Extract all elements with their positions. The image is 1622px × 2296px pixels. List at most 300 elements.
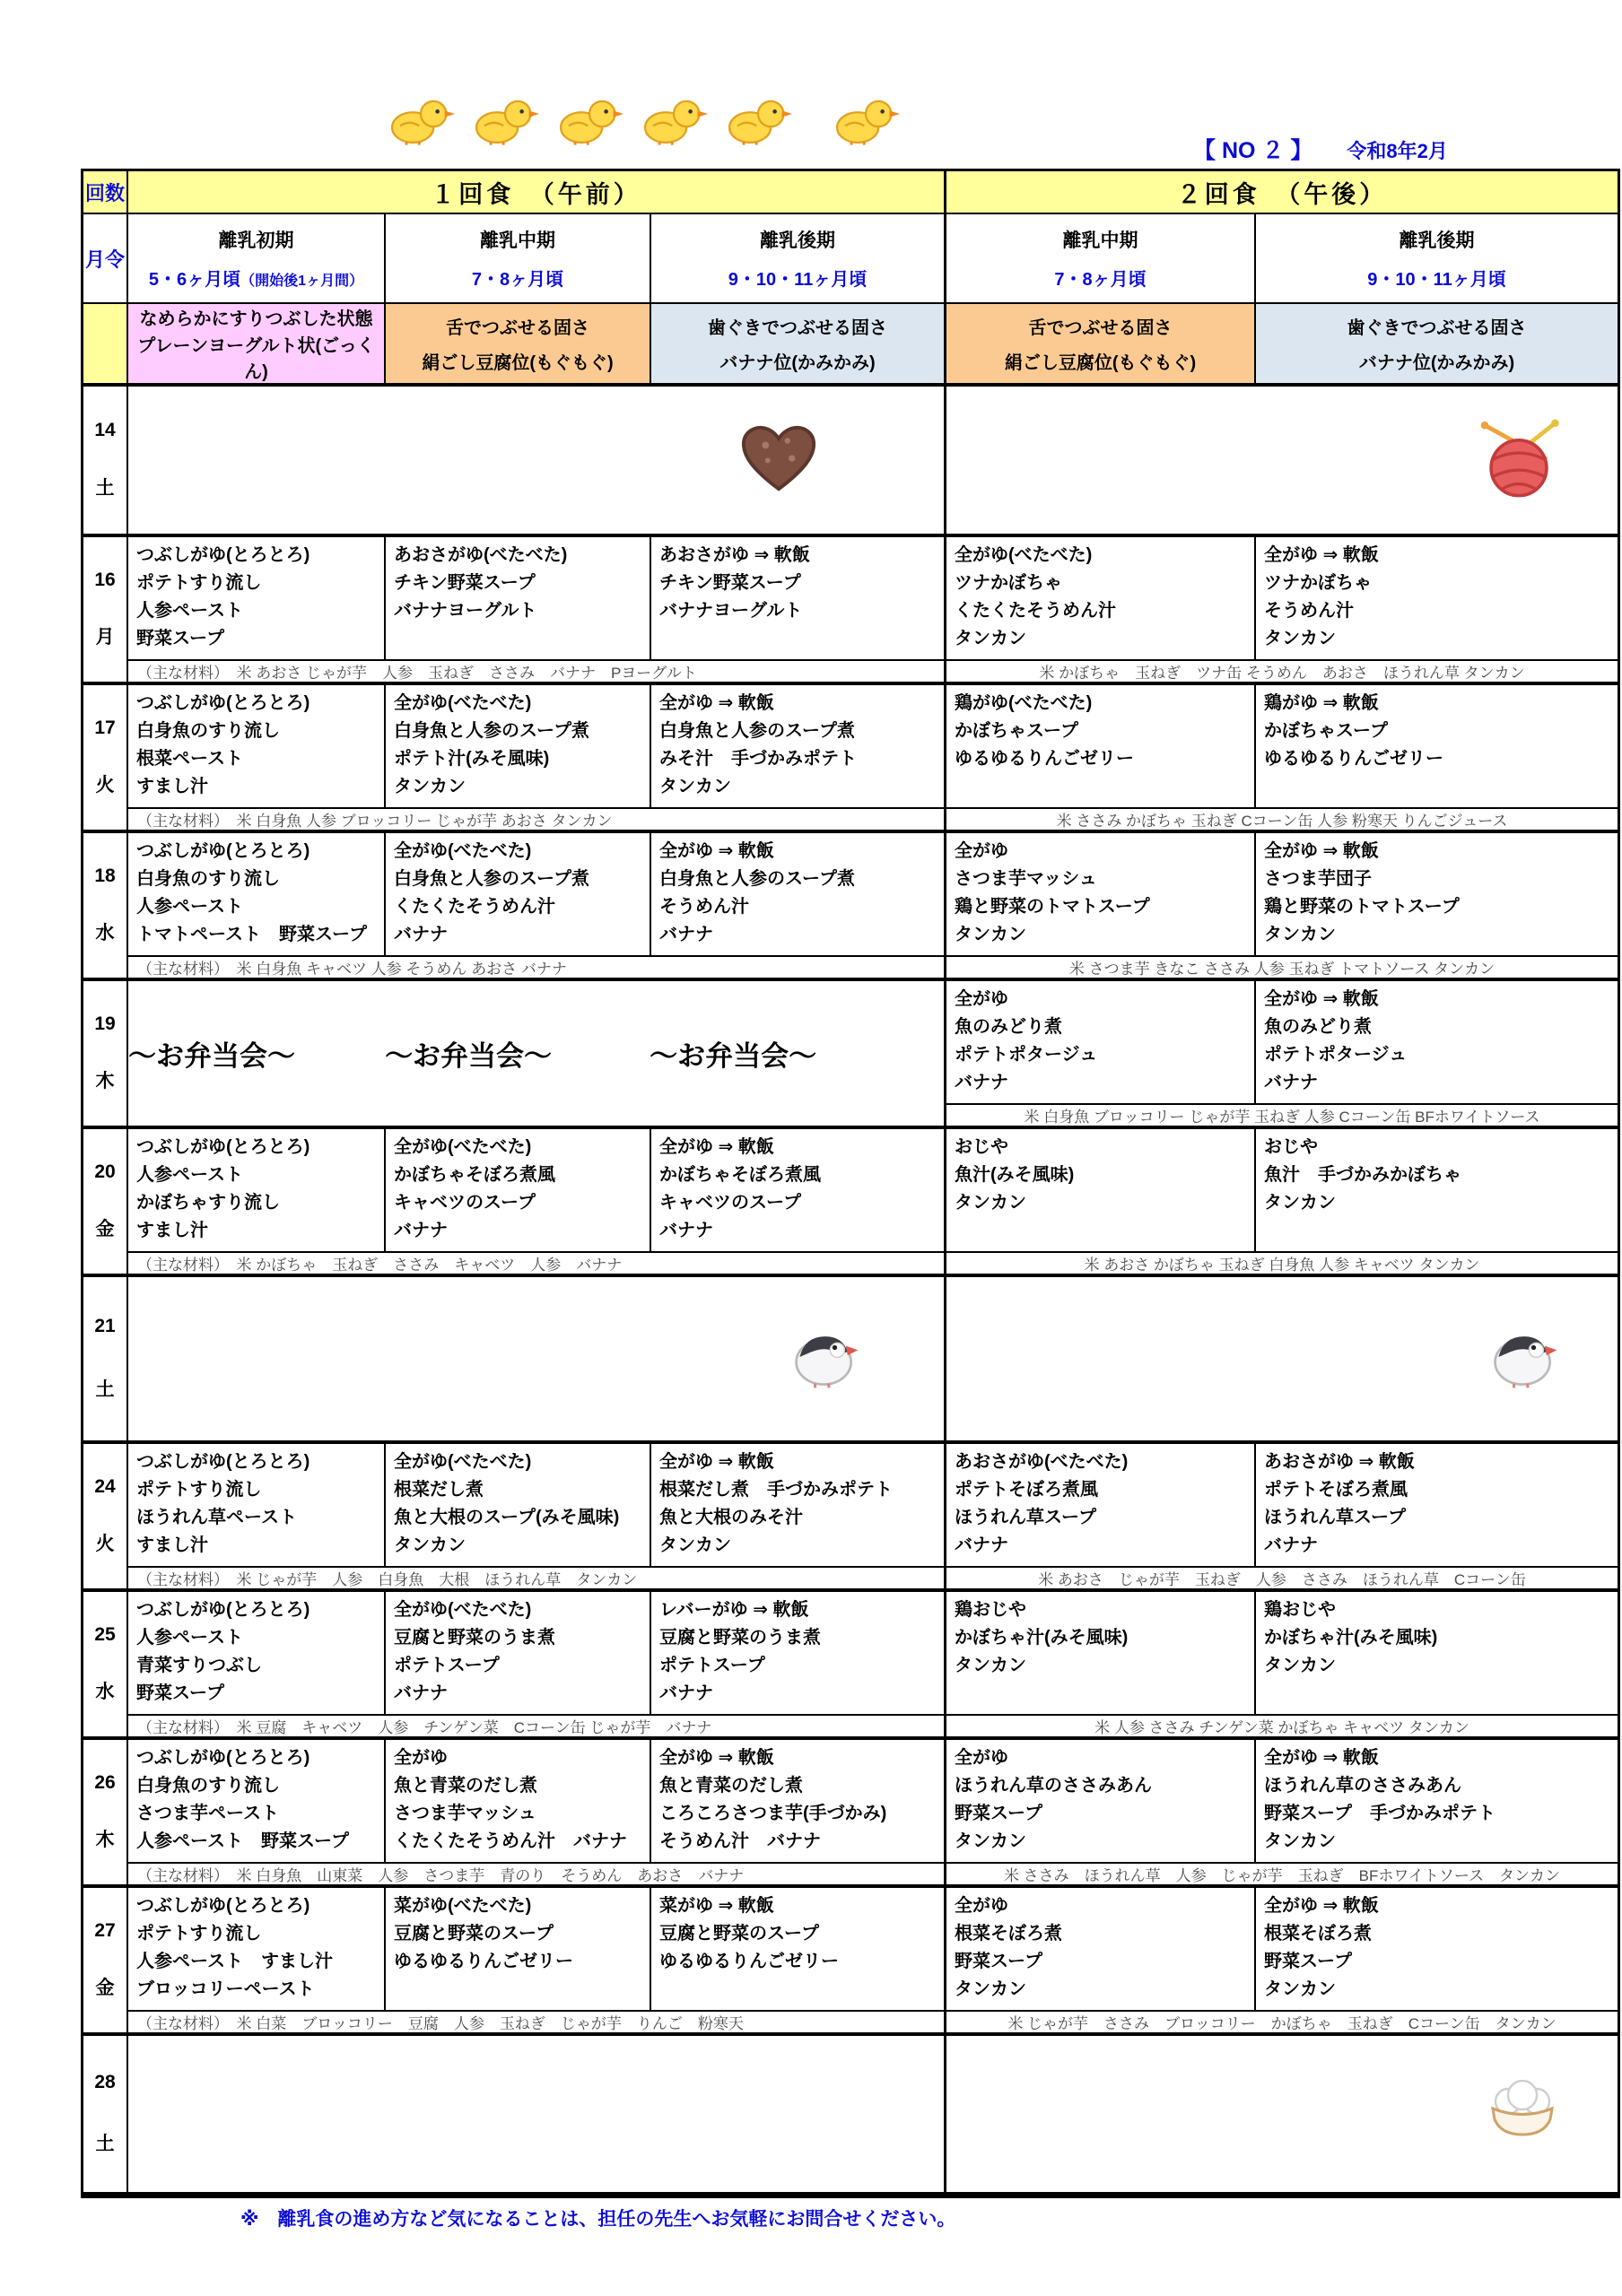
menu-item: 全がゆ xyxy=(955,989,1008,1009)
menu-cell xyxy=(386,537,651,661)
materials-am: （主な材料） 米 豆腐 キャベツ 人参 チンゲン菜 Cコーン缶 じゃが芋 バナナ xyxy=(128,1716,946,1740)
day-cell xyxy=(83,1592,128,1740)
menu-item: あおさがゆ(べたべた) xyxy=(394,545,568,565)
texture-example: 絹ごし豆腐位(もぐもぐ) xyxy=(1004,353,1197,373)
bento-event-cell xyxy=(128,981,946,1129)
menu-item: 全がゆ ⇒ 軟飯 xyxy=(659,1137,774,1157)
menu-item: つぶしがゆ(とろとろ) xyxy=(136,1600,310,1620)
chicks-icon xyxy=(386,97,901,150)
stage-months xyxy=(728,265,868,291)
menu-item: タンカン xyxy=(955,1193,1026,1213)
menu-item: ツナかぼちゃ xyxy=(1264,573,1372,593)
menu-item: 根菜そぼろ煮 xyxy=(955,1924,1062,1944)
menu-cell xyxy=(386,1740,651,1864)
day-cell xyxy=(83,2036,128,2196)
day-cell xyxy=(83,833,128,981)
texture-example: プレーンヨーグルト状(ごっくん) xyxy=(137,335,375,382)
menu-cell xyxy=(1256,1888,1618,2012)
menu-item: 鶏おじや xyxy=(955,1600,1026,1620)
menu-item: タンカン xyxy=(659,777,731,796)
menu-item: 人参ペースト xyxy=(136,1165,243,1185)
menu-item: 菜がゆ(べたべた) xyxy=(394,1896,532,1916)
day-cell xyxy=(83,1740,128,1888)
materials-am: （主な材料） 米 白身魚 キャベツ 人参 そうめん あおさ バナナ xyxy=(128,957,946,981)
menu-cell xyxy=(946,1444,1256,1568)
day-cell xyxy=(83,1129,128,1277)
menu-item: 白身魚のすり流し xyxy=(136,869,280,889)
menu-cell xyxy=(1256,685,1618,809)
menu-item: タンカン xyxy=(955,1831,1026,1851)
materials-am: （主な材料） 米 白身魚 山東菜 人参 さつま芋 青のり そうめん あおさ バナナ xyxy=(128,1864,946,1888)
menu-item: バナナ xyxy=(394,1221,448,1240)
menu-item: おじや xyxy=(955,1137,1008,1157)
menu-item: バナナ xyxy=(1264,1535,1318,1555)
menu-item: さつま芋マッシュ xyxy=(394,1804,536,1823)
menu-item: キャベツのスープ xyxy=(394,1193,536,1213)
day-number: 16 xyxy=(94,569,116,590)
menu-item: ポテト汁(みそ風味) xyxy=(394,749,550,769)
day-weekday: 水 xyxy=(95,923,115,944)
menu-item: 鶏と野菜のトマトスープ xyxy=(1264,897,1460,917)
menu-item: 根菜ペースト xyxy=(136,749,243,769)
day-weekday: 月 xyxy=(95,627,115,648)
menu-item: タンカン xyxy=(955,1656,1026,1675)
footer-note: ※ 離乳食の進め方など気になることは、担任の先生へお気軽にお問合せください。 xyxy=(240,2209,956,2230)
menu-cell xyxy=(128,685,386,809)
menu-item: 野菜スープ xyxy=(136,1683,224,1703)
menu-item: すまし汁 xyxy=(136,1221,208,1240)
day-number: 14 xyxy=(94,419,116,440)
texture-cell xyxy=(128,304,386,387)
menu-item: ポテトすり流し xyxy=(136,1480,262,1500)
menu-item: 魚のみどり煮 xyxy=(1264,1017,1372,1037)
menu-item: タンカン xyxy=(394,777,466,796)
day-number: 21 xyxy=(94,1315,116,1336)
menu-item: ポテトそぼろ煮風 xyxy=(955,1480,1098,1500)
decoration-cell-am xyxy=(128,387,946,537)
menu-item: 全がゆ(べたべた) xyxy=(394,1600,532,1620)
day-cell xyxy=(83,537,128,685)
day-weekday: 木 xyxy=(95,1071,115,1092)
stage-name: 離乳中期 xyxy=(480,230,555,251)
texture-firmness: なめらかにすりつぶした状態 xyxy=(139,309,373,330)
menu-item: すまし汁 xyxy=(136,777,208,796)
menu-cell xyxy=(651,1888,946,2012)
menu-item: ゆるゆるりんごゼリー xyxy=(659,1952,839,1971)
menu-cell xyxy=(386,1888,651,2012)
menu-item: タンカン xyxy=(955,629,1026,648)
menu-item: 菜がゆ ⇒ 軟飯 xyxy=(659,1896,774,1916)
menu-item: タンカン xyxy=(1264,1831,1336,1851)
menu-cell xyxy=(651,1444,946,1568)
menu-item: 白身魚のすり流し xyxy=(136,721,280,741)
day-cell xyxy=(83,1888,128,2036)
header-kaisu: 回数 xyxy=(83,171,128,214)
menu-item: さつま芋ペースト xyxy=(136,1804,279,1823)
menu-item: トマトペースト 野菜スープ xyxy=(136,925,367,944)
menu-item: かぼちゃスープ xyxy=(1264,721,1388,741)
materials-pm: 米 じゃが芋 ささみ ブロッコリー かぼちゃ 玉ねぎ Cコーン缶 タンカン xyxy=(946,2012,1618,2036)
menu-item: 人参ペースト xyxy=(136,601,243,621)
texture-row-spacer xyxy=(83,304,128,387)
day-number: 24 xyxy=(94,1475,116,1497)
menu-item: 野菜スープ xyxy=(955,1952,1042,1971)
menu-item: 豆腐と野菜のスープ xyxy=(659,1924,819,1944)
stage-name: 離乳後期 xyxy=(1399,230,1475,251)
stage-months-text: 9・10・11ヶ月頃 xyxy=(728,270,868,290)
menu-item: 魚と大根のみそ汁 xyxy=(659,1508,803,1527)
menu-cell xyxy=(386,1592,651,1716)
texture-cell xyxy=(946,304,1256,387)
bento-label: 〜お弁当会〜 xyxy=(385,1040,553,1072)
menu-cell xyxy=(651,833,946,957)
menu-item: 鶏がゆ ⇒ 軟飯 xyxy=(1264,693,1379,713)
menu-item: つぶしがゆ(とろとろ) xyxy=(136,841,310,861)
menu-item: ポテトスープ xyxy=(394,1656,500,1675)
menu-cell xyxy=(1256,833,1618,957)
menu-item: 鶏おじや xyxy=(1264,1600,1336,1620)
stage-name: 離乳初期 xyxy=(218,230,294,251)
menu-item: つぶしがゆ(とろとろ) xyxy=(136,1748,310,1768)
texture-cell xyxy=(386,304,651,387)
menu-item: タンカン xyxy=(1264,1979,1336,1999)
bird-icon xyxy=(788,1326,863,1393)
menu-item: ゆるゆるりんごゼリー xyxy=(1264,749,1443,769)
menu-cell xyxy=(1256,1129,1618,1253)
menu-item: キャベツのスープ xyxy=(659,1193,801,1213)
menu-cell xyxy=(1256,1740,1618,1864)
day-weekday: 火 xyxy=(95,775,115,796)
texture-cell xyxy=(651,304,946,387)
menu-item: 白身魚と人参のスープ煮 xyxy=(659,721,855,741)
menu-cell xyxy=(128,1444,386,1568)
texture-cell xyxy=(1256,304,1618,387)
menu-item: ほうれん草ペースト xyxy=(136,1508,297,1527)
menu-cell xyxy=(386,685,651,809)
menu-item: 全がゆ(べたべた) xyxy=(394,1452,532,1472)
menu-item: かぼちゃ汁(みそ風味) xyxy=(1264,1628,1438,1648)
menu-item: バナナ xyxy=(659,1683,713,1703)
menu-item: 全がゆ ⇒ 軟飯 xyxy=(1264,989,1379,1009)
menu-item: 豆腐と野菜のうま煮 xyxy=(394,1628,555,1648)
menu-item: バナナ xyxy=(394,1683,448,1703)
menu-item: そうめん汁 バナナ xyxy=(659,1831,821,1851)
menu-item: 全がゆ ⇒ 軟飯 xyxy=(1264,1896,1379,1916)
menu-item: バナナ xyxy=(955,1073,1008,1092)
day-number: 19 xyxy=(94,1013,116,1034)
yarn-icon xyxy=(1476,419,1562,502)
stage-header xyxy=(946,214,1256,304)
menu-cell xyxy=(946,1129,1256,1253)
materials-pm: 米 かぼちゃ 玉ねぎ ツナ缶 そうめん あおさ ほうれん草 タンカン xyxy=(946,661,1618,685)
menu-item: ポテトスープ xyxy=(659,1656,765,1675)
menu-item: 人参ペースト xyxy=(136,1628,243,1648)
materials-am: （主な材料） 米 じゃが芋 人参 白身魚 大根 ほうれん草 タンカン xyxy=(128,1568,946,1592)
day-weekday: 土 xyxy=(95,478,115,500)
stage-header xyxy=(651,214,946,304)
menu-item: バナナヨーグルト xyxy=(394,601,537,621)
materials-pm: 米 ささみ かぼちゃ 玉ねぎ Cコーン缶 人参 粉寒天 りんごジュース xyxy=(946,809,1618,833)
menu-item: ツナかぼちゃ xyxy=(955,573,1062,593)
menu-item: 根菜だし煮 xyxy=(394,1480,484,1500)
menu-cell xyxy=(946,1592,1256,1716)
menu-cell xyxy=(386,1129,651,1253)
menu-item: 人参ペースト xyxy=(136,897,243,917)
menu-item: バナナ xyxy=(659,925,713,944)
menu-item: 全がゆ(べたべた) xyxy=(394,1137,532,1157)
menu-cell xyxy=(1256,537,1618,661)
texture-example: バナナ位(かみかみ) xyxy=(719,353,876,373)
menu-item: 全がゆ ⇒ 軟飯 xyxy=(659,841,774,861)
menu-item: レバーがゆ ⇒ 軟飯 xyxy=(659,1600,809,1620)
doc-month-label: 令和8年2月 xyxy=(1347,140,1448,162)
menu-item: つぶしがゆ(とろとろ) xyxy=(136,1452,310,1472)
menu-item: つぶしがゆ(とろとろ) xyxy=(136,693,310,713)
menu-item: ポテトすり流し xyxy=(136,1924,262,1944)
day-weekday: 火 xyxy=(95,1534,115,1555)
menu-item: タンカン xyxy=(955,1979,1026,1999)
menu-item: ポテトポタージュ xyxy=(1264,1045,1408,1065)
day-number: 25 xyxy=(94,1623,116,1645)
materials-am: （主な材料） 米 白菜 ブロッコリー 豆腐 人参 玉ねぎ じゃが芋 りんご 粉寒天 xyxy=(128,2012,946,2036)
menu-item: バナナ xyxy=(394,925,448,944)
menu-cell xyxy=(128,833,386,957)
menu-cell xyxy=(128,1888,386,2012)
menu-item: みそ汁 手づかみポテト xyxy=(659,749,857,769)
stage-months-text: 7・8ヶ月頃 xyxy=(471,270,564,290)
menu-item: 野菜スープ xyxy=(1264,1952,1352,1971)
menu-cell xyxy=(946,685,1256,809)
menu-cell xyxy=(946,1888,1256,2012)
menu-item: ころころさつま芋(手づかみ) xyxy=(659,1804,887,1823)
menu-item: 全がゆ ⇒ 軟飯 xyxy=(1264,1748,1379,1768)
day-cell xyxy=(83,685,128,833)
menu-item: くたくたそうめん汁 xyxy=(955,601,1116,621)
day-number: 26 xyxy=(94,1771,116,1793)
texture-firmness: 歯ぐきでつぶせる固さ xyxy=(708,318,887,338)
chick-icon xyxy=(386,97,456,150)
menu-item: つぶしがゆ(とろとろ) xyxy=(136,1137,310,1157)
menu-item: タンカン xyxy=(1264,629,1336,648)
stage-months-note: （開始後1ヶ月間） xyxy=(240,274,364,289)
menu-item: ポテトそぼろ煮風 xyxy=(1264,1480,1408,1500)
menu-item: あおさがゆ(べたべた) xyxy=(955,1452,1129,1472)
menu-item: バナナ xyxy=(659,1221,713,1240)
day-number: 28 xyxy=(94,2072,116,2092)
stage-months xyxy=(472,265,563,291)
menu-item: 豆腐と野菜のうま煮 xyxy=(659,1628,821,1648)
menu-item: チキン野菜スープ xyxy=(394,573,536,593)
menu-item: かぼちゃそぼろ煮風 xyxy=(659,1165,821,1185)
menu-item: かぼちゃすり流し xyxy=(136,1193,280,1213)
materials-pm: 米 ささみ ほうれん草 人参 じゃが芋 玉ねぎ BFホワイトソース タンカン xyxy=(946,1864,1618,1888)
menu-item: 全がゆ xyxy=(955,1748,1008,1768)
stage-header xyxy=(128,214,386,304)
menu-item: かぼちゃスープ xyxy=(955,721,1078,741)
menu-item: さつま芋マッシュ xyxy=(955,869,1097,889)
menu-item: かぼちゃ汁(みそ風味) xyxy=(955,1628,1129,1648)
day-weekday: 土 xyxy=(95,1379,115,1401)
decoration-cell-pm xyxy=(946,1277,1618,1444)
decoration-cell-am xyxy=(128,1277,946,1444)
menu-item: あおさがゆ ⇒ 軟飯 xyxy=(1264,1452,1415,1472)
menu-cell xyxy=(386,833,651,957)
menu-cell xyxy=(128,1592,386,1716)
day-weekday: 土 xyxy=(95,2134,115,2154)
menu-item: ブロッコリーペースト xyxy=(136,1979,315,1999)
menu-item: 野菜スープ xyxy=(136,629,224,648)
menu-item: 全がゆ ⇒ 軟飯 xyxy=(659,1748,774,1768)
menu-item: ポテトポタージュ xyxy=(955,1045,1098,1065)
menu-item: 全がゆ(べたべた) xyxy=(955,545,1093,565)
menu-item: 根菜そぼろ煮 xyxy=(1264,1924,1372,1944)
stage-months-text: 7・8ヶ月頃 xyxy=(1054,270,1147,290)
menu-item: 全がゆ ⇒ 軟飯 xyxy=(659,693,774,713)
day-number: 17 xyxy=(94,717,116,738)
doc-number-label: 【 NO ２ 】 xyxy=(1193,138,1313,163)
stage-months-text: 5・6ヶ月頃 xyxy=(148,270,241,290)
materials-pm: 米 人参 ささみ チンゲン菜 かぼちゃ キャベツ タンカン xyxy=(946,1716,1618,1740)
page-title xyxy=(1193,133,1448,165)
menu-item: タンカン xyxy=(1264,1193,1336,1213)
menu-item: 魚と青菜のだし煮 xyxy=(394,1776,537,1796)
menu-item: 白身魚と人参のスープ煮 xyxy=(659,869,855,889)
menu-item: 全がゆ xyxy=(955,841,1008,861)
menu-item: すまし汁 xyxy=(136,1535,208,1555)
day-cell xyxy=(83,981,128,1129)
day-cell xyxy=(83,1444,128,1592)
menu-item: 魚のみどり煮 xyxy=(955,1017,1062,1037)
menu-item: 魚汁 手づかみかぼちゃ xyxy=(1264,1165,1461,1185)
heart-icon xyxy=(739,422,818,499)
menu-item: 野菜スープ 手づかみポテト xyxy=(1264,1804,1496,1823)
materials-pm: 米 さつま芋 きなこ ささみ 人参 玉ねぎ トマトソース タンカン xyxy=(946,957,1618,981)
menu-item: 魚と青菜のだし煮 xyxy=(659,1776,803,1796)
day-weekday: 水 xyxy=(95,1682,115,1703)
decoration-cell-pm xyxy=(946,2036,1618,2196)
menu-cell xyxy=(946,981,1256,1105)
menu-item: 魚と大根のスープ(みそ風味) xyxy=(394,1508,620,1527)
menu-item: ポテトすり流し xyxy=(136,573,262,593)
chick-icon xyxy=(554,97,624,150)
materials-pm: 米 あおさ じゃが芋 玉ねぎ 人参 ささみ ほうれん草 Cコーン缶 xyxy=(946,1568,1618,1592)
materials-pm: 米 白身魚 ブロッコリー じゃが芋 玉ねぎ 人参 Cコーン缶 BFホワイトソース xyxy=(946,1105,1618,1129)
day-weekday: 金 xyxy=(95,1978,115,1999)
menu-item: つぶしがゆ(とろとろ) xyxy=(136,1896,310,1916)
chick-icon xyxy=(831,97,901,150)
menu-cell xyxy=(1256,981,1618,1105)
day-weekday: 木 xyxy=(95,1830,115,1851)
menu-item: 白身魚と人参のスープ煮 xyxy=(394,869,589,889)
menu-item: くたくたそうめん汁 バナナ xyxy=(394,1831,627,1851)
menu-item: さつま芋団子 xyxy=(1264,869,1372,889)
materials-am: （主な材料） 米 白身魚 人参 ブロッコリー じゃが芋 あおさ タンカン xyxy=(128,809,946,833)
menu-cell xyxy=(651,1592,946,1716)
menu-item: かぼちゃそぼろ煮風 xyxy=(394,1165,555,1185)
menu-item: そうめん汁 xyxy=(1264,601,1354,621)
baby-food-menu-table xyxy=(81,169,1620,2198)
menu-item: 人参ペースト すまし汁 xyxy=(136,1952,333,1971)
menu-item: タンカン xyxy=(1264,925,1336,944)
bird-icon xyxy=(1487,1326,1562,1393)
bento-label: 〜お弁当会〜 xyxy=(650,1040,817,1072)
menu-cell xyxy=(1256,1592,1618,1716)
chick-icon xyxy=(470,97,540,150)
menu-item: 豆腐と野菜のスープ xyxy=(394,1924,554,1944)
menu-cell xyxy=(128,1740,386,1864)
header-meal-2: ２回食 （午後） xyxy=(946,171,1618,214)
menu-item: タンカン xyxy=(394,1535,466,1555)
menu-cell xyxy=(128,1129,386,1253)
menu-item: 根菜だし煮 手づかみポテト xyxy=(659,1480,893,1500)
menu-item: タンカン xyxy=(1264,1656,1336,1675)
menu-item: 魚汁(みそ風味) xyxy=(955,1165,1075,1185)
stage-months xyxy=(1054,265,1146,291)
stage-name: 離乳中期 xyxy=(1062,230,1138,251)
texture-firmness: 舌でつぶせる固さ xyxy=(1028,318,1173,338)
menu-cell xyxy=(651,685,946,809)
menu-cell xyxy=(946,1740,1256,1864)
menu-cell xyxy=(651,1740,946,1864)
menu-cell xyxy=(946,537,1256,661)
menu-item: チキン野菜スープ xyxy=(659,573,801,593)
menu-item: ほうれん草のささみあん xyxy=(955,1776,1152,1796)
menu-item: そうめん汁 xyxy=(659,897,749,917)
decoration-cell-pm xyxy=(946,387,1618,537)
menu-item: つぶしがゆ(とろとろ) xyxy=(136,545,310,565)
menu-item: 白身魚のすり流し xyxy=(136,1776,280,1796)
chick-icon xyxy=(723,97,793,150)
menu-item: ほうれん草スープ xyxy=(955,1508,1096,1527)
menu-item: バナナ xyxy=(955,1535,1008,1555)
rice-bowl-icon xyxy=(1483,2080,1562,2149)
materials-am: （主な材料） 米 あおさ じゃが芋 人参 玉ねぎ ささみ バナナ Pヨーグルト xyxy=(128,661,946,685)
menu-item: 鶏がゆ(べたべた) xyxy=(955,693,1093,713)
menu-item: バナナ xyxy=(1264,1073,1318,1092)
stage-name: 離乳後期 xyxy=(760,230,835,251)
menu-item: あおさがゆ ⇒ 軟飯 xyxy=(659,545,810,565)
menu-cell xyxy=(651,1129,946,1253)
stage-header xyxy=(386,214,651,304)
menu-cell xyxy=(386,1444,651,1568)
header-meal-1: １回食 （午前） xyxy=(128,171,946,214)
menu-item: 全がゆ xyxy=(955,1896,1008,1916)
menu-item: 全がゆ ⇒ 軟飯 xyxy=(1264,545,1379,565)
texture-example: 絹ごし豆腐位(もぐもぐ) xyxy=(422,353,614,373)
decoration-cell-am xyxy=(128,2036,946,2196)
menu-item: ほうれん草のささみあん xyxy=(1264,1776,1461,1796)
menu-item: 青菜すりつぶし xyxy=(136,1656,262,1675)
day-number: 20 xyxy=(94,1161,116,1182)
menu-cell xyxy=(946,833,1256,957)
day-cell xyxy=(83,387,128,537)
menu-item: くたくたそうめん汁 xyxy=(394,897,555,917)
menu-item: ゆるゆるりんごゼリー xyxy=(394,1952,573,1971)
header-getsurei: 月令 xyxy=(83,214,128,304)
menu-item: ゆるゆるりんごゼリー xyxy=(955,749,1134,769)
menu-cell xyxy=(1256,1444,1618,1568)
texture-example: バナナ位(かみかみ) xyxy=(1358,353,1515,373)
day-number: 27 xyxy=(94,1919,116,1941)
menu-item: 白身魚と人参のスープ煮 xyxy=(394,721,589,741)
stage-months xyxy=(1367,265,1506,291)
chick-icon xyxy=(639,97,709,150)
texture-firmness: 歯ぐきでつぶせる固さ xyxy=(1347,318,1527,338)
stage-months-text: 9・10・11ヶ月頃 xyxy=(1367,270,1506,290)
menu-item: 全がゆ xyxy=(394,1748,448,1768)
day-cell xyxy=(83,1277,128,1444)
bento-label: 〜お弁当会〜 xyxy=(128,1040,295,1072)
